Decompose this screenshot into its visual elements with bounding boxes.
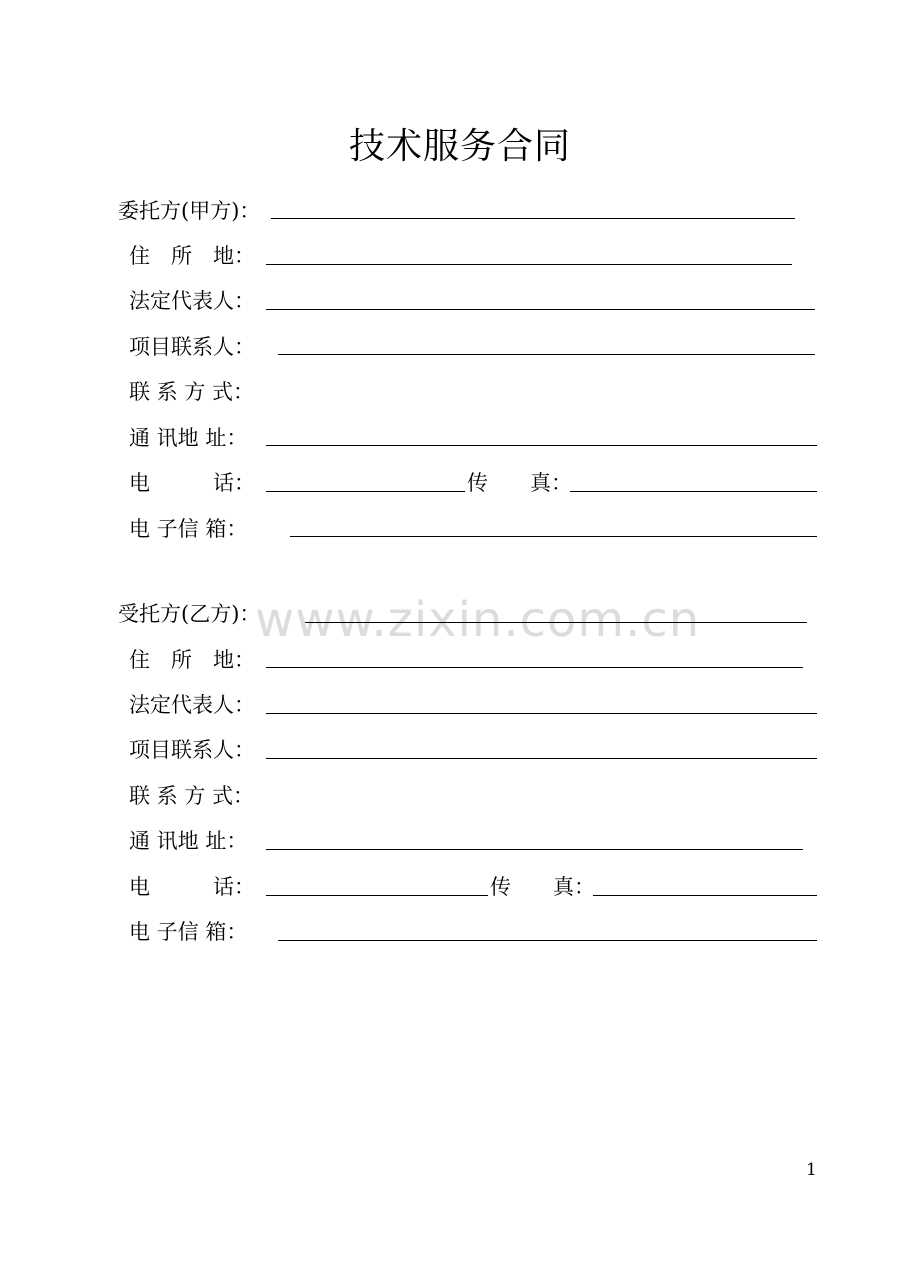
party-b-contact-method-label: 联 系 方 式：: [129, 784, 255, 808]
party-b-heading: 受托方(乙方)：: [118, 602, 261, 626]
party-a-address-line: [266, 264, 792, 265]
party-b-legal-rep-label: 法定代表人：: [129, 693, 255, 717]
party-a-mail-address-label: 通 讯地 址：: [129, 426, 248, 450]
party-b-fax-line: [593, 895, 817, 896]
party-a-address-label: 住 所 地：: [129, 244, 255, 268]
party-a-fax-label: 传 真：: [467, 471, 572, 495]
party-a-fax-line: [570, 491, 817, 492]
party-b-legal-rep-line: [266, 713, 817, 714]
party-b-phone-line: [266, 895, 488, 896]
party-a-name-line: [271, 218, 795, 219]
party-a-email-label: 电 子信 箱：: [129, 517, 248, 541]
party-b-name-line: [305, 622, 807, 623]
page-number: 1: [806, 1160, 817, 1180]
party-a-phone-label: 电 话：: [129, 471, 255, 495]
party-a-mail-address-line: [266, 445, 817, 446]
party-a-contact-person-label: 项目联系人：: [129, 335, 255, 359]
party-b-contact-person-label: 项目联系人：: [129, 738, 255, 762]
party-a-legal-rep-line: [266, 309, 815, 310]
party-a-legal-rep-label: 法定代表人：: [129, 289, 255, 313]
party-b-phone-label: 电 话：: [129, 875, 255, 899]
watermark: www.zixin.com.cn: [255, 592, 701, 648]
party-b-mail-address-label: 通 讯地 址：: [129, 829, 248, 853]
party-a-heading: 委托方(甲方)：: [118, 199, 261, 223]
party-b-contact-person-line: [266, 758, 817, 759]
party-a-contact-method-label: 联 系 方 式：: [129, 380, 255, 404]
party-b-address-line: [266, 667, 803, 668]
party-b-mail-address-line: [266, 849, 803, 850]
party-a-contact-person-line: [278, 354, 815, 355]
party-b-fax-label: 传 真：: [490, 875, 595, 899]
party-a-email-line: [290, 536, 817, 537]
document-title: 技术服务合同: [348, 126, 571, 167]
party-b-email-line: [278, 940, 817, 941]
party-a-phone-line: [266, 491, 465, 492]
party-b-email-label: 电 子信 箱：: [129, 920, 248, 944]
party-b-address-label: 住 所 地：: [129, 648, 255, 672]
